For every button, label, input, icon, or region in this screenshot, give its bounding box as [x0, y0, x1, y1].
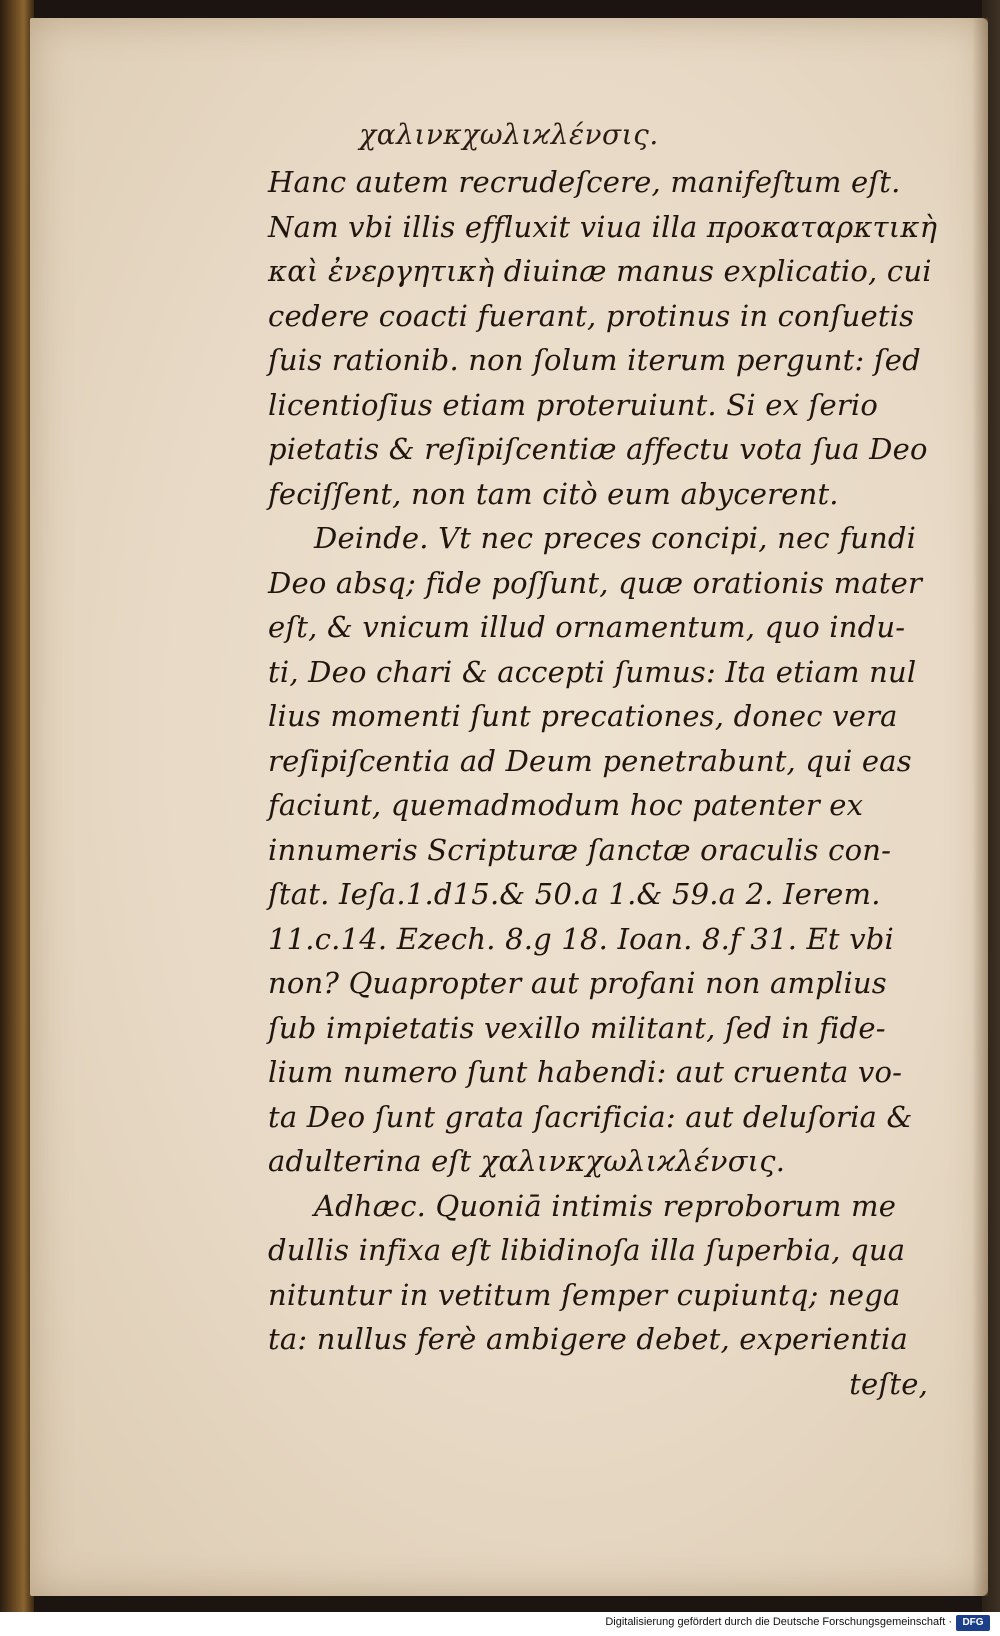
text-line: eſt, & vnicum illud ornamentum, quo indu-	[268, 610, 906, 644]
book-spine-edge	[0, 0, 34, 1612]
catchword: teſte,	[849, 1366, 928, 1401]
text-line: ſub impietatis vexillo militant, ſed in fide-	[268, 1010, 886, 1045]
text-line: lius momenti ſunt precationes, donec vera	[268, 699, 898, 733]
text-line: cedere coacti fuerant, protinus in conſuetis	[268, 298, 915, 333]
text-line: dullis infixa eſt libidinoſa illa ſuperbia, qua	[268, 1233, 906, 1267]
text-line: ſuis rationib. non ſolum iterum pergunt: ſed	[268, 343, 921, 377]
text-line: nituntur in vetitum ſemper cupiuntq; nega	[268, 1277, 901, 1312]
text-line: Nam vbi illis effluxit viua illa προκαταρκτικὴ	[268, 209, 938, 244]
text-line: feciſſent, non tam citò eum abycerent.	[268, 476, 839, 511]
funding-credit: Digitalisierung gefördert durch die Deutsche Forschungsgemeinschaft ·	[605, 1616, 952, 1628]
text-line: innumeris Scripturæ ſanctæ oraculis con-	[268, 832, 892, 867]
text-line: reſipiſcentia ad Deum penetrabunt, qui eas	[268, 743, 912, 778]
text-line: Hanc autem recrudeſcere, manifeſtum eſt.	[268, 165, 901, 199]
text-line: lium numero ſunt habendi: aut cruenta vo-	[268, 1055, 903, 1089]
text-line: ti, Deo chari & accepti ſumus: Ita etiam nul	[268, 654, 917, 689]
running-head: χαλινκχωλιϰλένσις.	[359, 118, 659, 151]
text-line: Deo absq; fide poſſunt, quæ orationis mater	[268, 565, 923, 600]
text-line: non? Quapropter aut profani non amplius	[268, 966, 887, 1000]
text-line: ta Deo ſunt grata ſacrificia: aut deluſoria &	[268, 1099, 913, 1134]
text-line: pietatis & reſipiſcentiæ affectu vota ſua Deo	[268, 432, 928, 466]
text-line: καὶ ἐνεργητικὴ diuinæ manus explicatio, cui	[268, 254, 932, 288]
text-line: licentioſius etiam proteruiunt. Si ex ſerio	[268, 387, 879, 422]
footer-bar	[0, 1612, 1000, 1636]
text-line: 11.c.14. Ezech. 8.g 18. Ioan. 8.f 31. Et vbi	[268, 921, 895, 956]
body-text	[268, 160, 968, 1406]
dfg-logo-icon: DFG	[956, 1615, 990, 1631]
text-line: Deinde. Vt nec preces concipi, nec fundi	[314, 521, 917, 555]
text-line: adulterina eſt χαλινκχωλιϰλένσις.	[268, 1144, 786, 1178]
text-line: faciunt, quemadmodum hoc patenter ex	[268, 788, 864, 822]
text-line: ta: nullus ferè ambigere debet, experientia	[268, 1322, 908, 1356]
text-line: Adhæc. Quoniā intimis reproborum me	[314, 1188, 897, 1223]
book-page	[30, 18, 988, 1596]
text-line: ſtat. Ieſa.1.d15.& 50.a 1.& 59.a 2. Ierem.	[268, 877, 881, 911]
